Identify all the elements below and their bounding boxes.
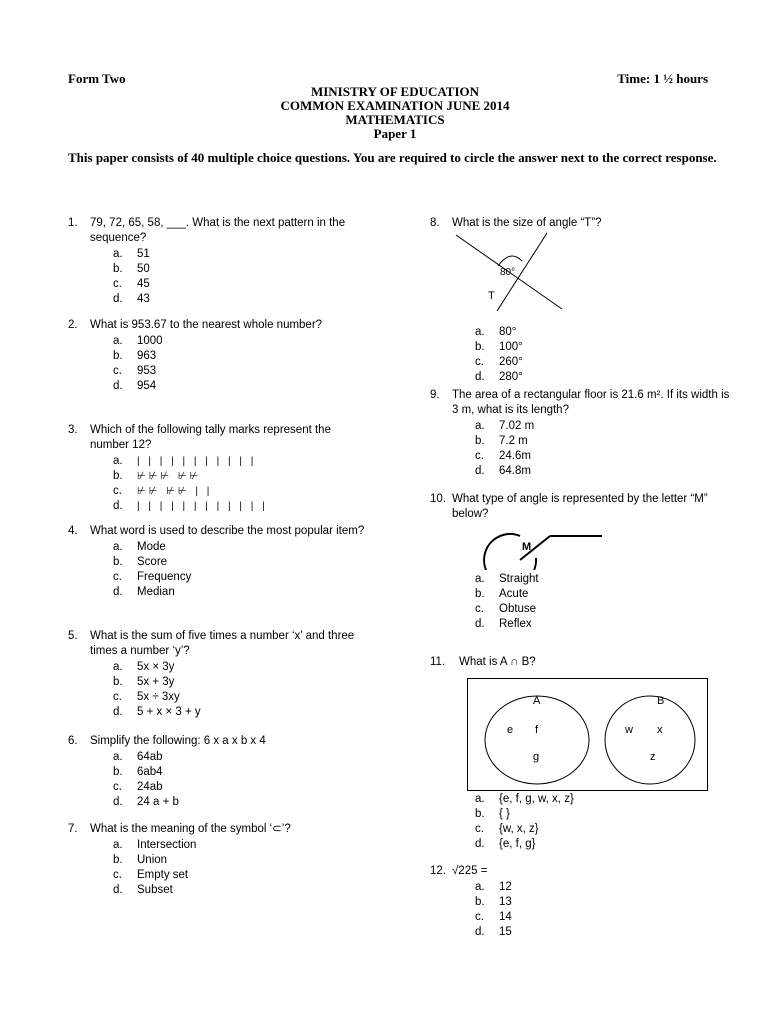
set-a-element: g xyxy=(533,751,540,763)
question-1 xyxy=(68,216,368,307)
options-list xyxy=(113,247,368,307)
option[interactable]: d. 5 + x × 3 + y xyxy=(113,706,201,718)
option[interactable]: a. 5x × 3y xyxy=(113,661,175,673)
question-text: The area of a rectangular floor is 21.6 m². If its width is 3 m, what is its length? xyxy=(452,389,730,416)
question-text: What is the meaning of the symbol ‘⊂’? xyxy=(90,823,291,835)
question-9 xyxy=(430,388,730,479)
option[interactable]: d. 954 xyxy=(113,380,157,392)
question-7 xyxy=(68,822,368,898)
question-number: 2. xyxy=(68,319,78,331)
set-b-element: w xyxy=(625,724,633,736)
question-number: 10. xyxy=(430,493,446,505)
options-list xyxy=(113,540,368,600)
venn-diagram xyxy=(467,678,709,792)
time-label: Time: 1 ½ hours xyxy=(617,71,708,86)
question-3 xyxy=(68,423,368,514)
exam-title: COMMON EXAMINATION JUNE 2014 xyxy=(280,98,510,113)
option[interactable]: a. | | | | | | | | | | | xyxy=(113,455,257,467)
option[interactable]: b. 50 xyxy=(113,263,150,275)
options-list xyxy=(475,419,730,479)
option[interactable]: b. Acute xyxy=(475,588,529,600)
option[interactable]: d. | | | | | | | | | | | | xyxy=(113,500,268,512)
option[interactable]: d. 15 xyxy=(475,926,512,938)
question-text: What is 953.67 to the nearest whole number? xyxy=(90,319,323,331)
option[interactable]: a. 51 xyxy=(113,248,150,260)
option[interactable]: a. 7.02 m xyxy=(475,420,535,432)
tally-marks: ⊬⊬⊬ ⊬⊬ xyxy=(137,471,202,482)
options-list xyxy=(113,334,368,394)
option[interactable]: b. 13 xyxy=(475,896,512,908)
option[interactable]: c. Frequency xyxy=(113,571,192,583)
option[interactable]: b. Union xyxy=(113,854,168,866)
options-list xyxy=(475,792,730,852)
option[interactable]: c. Empty set xyxy=(113,869,189,881)
option[interactable]: c. 45 xyxy=(113,278,150,290)
option[interactable]: a. {e, f, g, w, x, z} xyxy=(475,793,574,805)
option[interactable]: c. {w, x, z} xyxy=(475,823,539,835)
options-list xyxy=(113,838,368,898)
question-number: 7. xyxy=(68,823,78,835)
option[interactable]: b. 963 xyxy=(113,350,157,362)
option[interactable]: c. 953 xyxy=(113,365,157,377)
question-number: 9. xyxy=(430,389,440,401)
paper-title: Paper 1 xyxy=(373,126,417,141)
question-text: What type of angle is represented by the letter “M” below? xyxy=(452,493,708,520)
question-5 xyxy=(68,629,368,720)
option[interactable]: c. 24ab xyxy=(113,781,163,793)
option[interactable]: b. ⊬⊬⊬ ⊬⊬ xyxy=(113,470,202,482)
option[interactable]: d. Reflex xyxy=(475,618,532,630)
question-number: 6. xyxy=(68,735,78,747)
question-8 xyxy=(430,216,730,385)
set-b-element: x xyxy=(657,724,663,736)
tally-marks: | | | | | | | | | | | xyxy=(137,456,257,467)
question-number: 5. xyxy=(68,630,78,642)
question-number: 8. xyxy=(430,217,440,229)
subject-title: MATHEMATICS xyxy=(345,112,445,127)
option[interactable]: d. Subset xyxy=(113,884,173,896)
angle-label: 80° xyxy=(500,267,516,278)
question-number: 12. xyxy=(430,865,446,877)
set-a-element: f xyxy=(535,724,539,736)
option[interactable]: b. 100° xyxy=(475,341,523,353)
options-list xyxy=(475,572,730,632)
question-6 xyxy=(68,734,368,810)
set-a-label: A xyxy=(533,695,541,707)
option[interactable]: d. {e, f, g} xyxy=(475,838,536,850)
form-label: Form Two xyxy=(68,71,126,86)
set-a-element: e xyxy=(507,724,514,736)
options-list xyxy=(113,454,368,514)
question-4 xyxy=(68,524,368,600)
options-list xyxy=(113,660,368,720)
question-number: 3. xyxy=(68,424,78,436)
option[interactable]: a. 64ab xyxy=(113,751,163,763)
option[interactable]: d. 43 xyxy=(113,293,150,305)
option[interactable]: c. 24.6m xyxy=(475,450,531,462)
option[interactable]: b. 5x + 3y xyxy=(113,676,175,688)
option[interactable]: a. 12 xyxy=(475,881,512,893)
question-11 xyxy=(430,655,730,852)
question-text: What is the sum of five times a number ‘x’ and three times a number ‘y’? xyxy=(90,630,355,657)
question-10 xyxy=(430,492,730,632)
question-12 xyxy=(430,864,730,940)
option[interactable]: b. { } xyxy=(475,808,510,820)
option[interactable]: b. Score xyxy=(113,556,168,568)
options-list xyxy=(113,750,368,810)
question-text: √225 = xyxy=(452,865,488,877)
option[interactable]: b. 7.2 m xyxy=(475,435,528,447)
question-number: 11. xyxy=(430,656,446,668)
options-list xyxy=(475,325,730,385)
option[interactable]: a. Straight xyxy=(475,573,539,585)
option[interactable]: a. Intersection xyxy=(113,839,197,851)
reflex-angle-diagram xyxy=(460,522,610,570)
ministry-title: MINISTRY OF EDUCATION xyxy=(310,84,480,99)
option[interactable]: b. 6ab4 xyxy=(113,766,163,778)
angle-label-m: M xyxy=(522,541,532,553)
instructions: This paper consists of 40 multiple choice questions. You are required to circle the answer next to the correct response. xyxy=(68,150,717,165)
question-2 xyxy=(68,318,368,394)
option[interactable]: c. 14 xyxy=(475,911,512,923)
vertex-label-t: T xyxy=(488,290,495,302)
question-text: 79, 72, 65, 58, ___. What is the next pattern in the sequence? xyxy=(90,217,346,244)
option[interactable]: a. 1000 xyxy=(113,335,163,347)
option[interactable]: d. 64.8m xyxy=(475,465,531,477)
option[interactable]: d. 280° xyxy=(475,371,523,383)
option[interactable]: c. 5x ÷ 3xy xyxy=(113,691,180,703)
question-text: Which of the following tally marks represent the number 12? xyxy=(90,424,331,451)
question-number: 1. xyxy=(68,217,78,229)
option[interactable]: c. ⊬⊬ ⊬⊬ | | xyxy=(113,485,213,497)
options-list xyxy=(475,880,730,940)
exam-title-block xyxy=(0,85,768,141)
question-text: What is A ∩ B? xyxy=(459,656,536,668)
option[interactable]: c. Obtuse xyxy=(475,603,537,615)
set-b-element: z xyxy=(650,751,656,763)
question-text: What is the size of angle “T”? xyxy=(452,217,602,229)
option[interactable]: c. 260° xyxy=(475,356,523,368)
question-text: Simplify the following: 6 x a x b x 4 xyxy=(90,735,266,747)
question-text: What word is used to describe the most popular item? xyxy=(90,525,365,537)
question-number: 4. xyxy=(68,525,78,537)
option[interactable]: a. Mode xyxy=(113,541,166,553)
tally-marks: | | | | | | | | | | | | xyxy=(137,501,268,512)
option[interactable]: a. 80° xyxy=(475,326,517,338)
option[interactable]: d. 24 a + b xyxy=(113,796,179,808)
set-b-label: B xyxy=(657,695,665,707)
option[interactable]: d. Median xyxy=(113,586,175,598)
tally-marks: ⊬⊬ ⊬⊬ | | xyxy=(137,486,213,497)
angle-diagram xyxy=(452,231,582,311)
